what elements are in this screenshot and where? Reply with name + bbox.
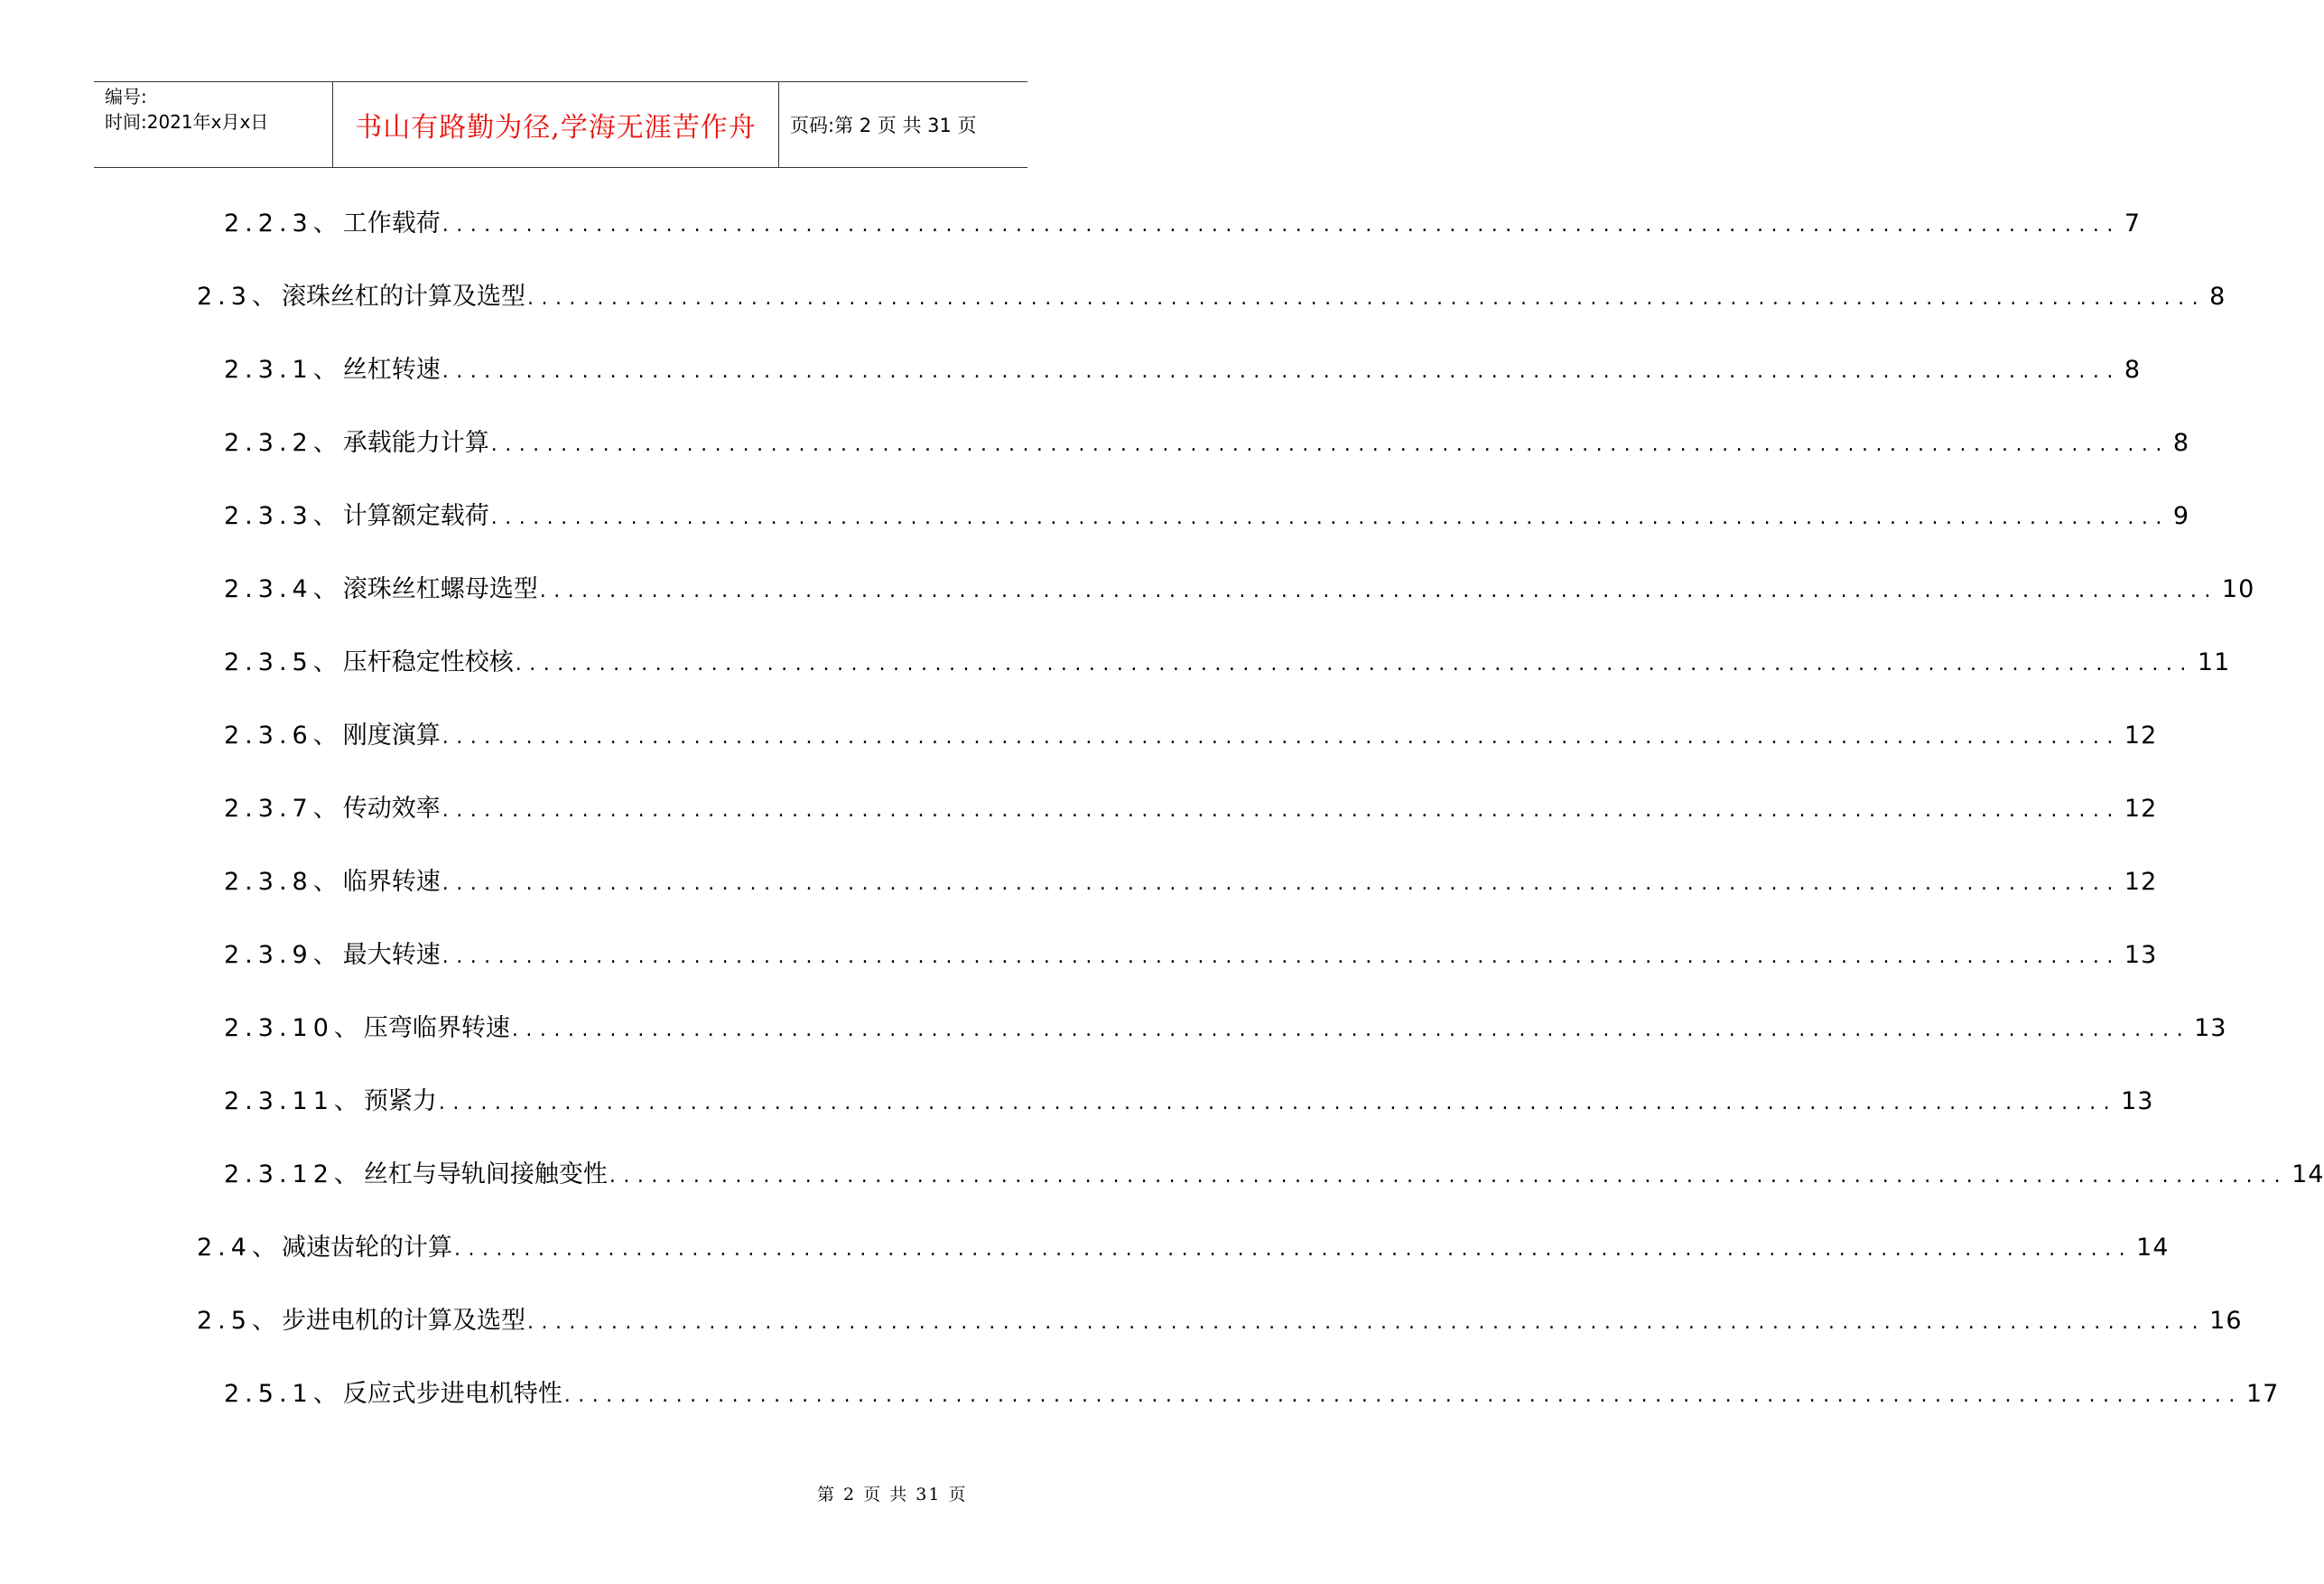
toc-entry-number: 2.3.11、 <box>224 1087 364 1115</box>
toc-entry-page: 14 <box>2291 1160 2324 1188</box>
toc-dot-leader: ........................................................................................................................ <box>526 287 2207 310</box>
toc-entry-number: 2.5.1、 <box>224 1380 343 1408</box>
toc-entry-page: 13 <box>2194 1014 2227 1042</box>
toc-entry-number: 2.3.12、 <box>224 1160 364 1188</box>
toc-entry-page: 11 <box>2197 648 2231 676</box>
toc-dot-leader: ........................................................................................................................ <box>490 433 2170 456</box>
header-meta-cell <box>94 82 333 167</box>
toc-entry[interactable] <box>224 569 2255 605</box>
toc-entry-title: 丝杠转速 <box>342 356 441 384</box>
toc-dot-leader: ........................................................................................................................ <box>442 799 2121 822</box>
toc-dot-leader: ........................................................................................................................ <box>539 580 2218 602</box>
toc-entry[interactable] <box>224 349 2142 386</box>
toc-entry-title: 步进电机的计算及选型 <box>281 1307 525 1335</box>
toc-dot-leader: ........................................................................................................................ <box>526 1311 2207 1334</box>
toc-entry-page: 13 <box>2124 941 2158 969</box>
toc-entry[interactable] <box>224 423 2190 459</box>
toc-entry-title: 滚珠丝杠螺母选型 <box>342 575 538 603</box>
toc-entry[interactable] <box>197 1227 2170 1263</box>
toc-entry[interactable] <box>224 1008 2227 1044</box>
toc-dot-leader: ........................................................................................................................ <box>563 1384 2243 1407</box>
toc-entry-page: 8 <box>2209 283 2226 311</box>
page-footer: 第 2 页 共 31 页 <box>817 1485 968 1505</box>
toc-entry-title: 压杆稳定性校核 <box>342 648 514 676</box>
toc-entry-number: 2.3.6、 <box>224 722 343 750</box>
page-header <box>94 81 1027 168</box>
toc-entry[interactable] <box>224 935 2158 971</box>
toc-entry-number: 2.3.10、 <box>224 1014 364 1042</box>
toc-entry-title: 压弯临界转速 <box>363 1014 510 1042</box>
toc-entry-title: 滚珠丝杠的计算及选型 <box>281 283 525 311</box>
document-time-label: 时间:2021年x月x日 <box>105 111 269 133</box>
toc-entry-page: 10 <box>2221 575 2255 603</box>
toc-entry-title: 反应式步进电机特性 <box>342 1380 562 1408</box>
toc-dot-leader: ........................................................................................................................ <box>442 946 2121 968</box>
toc-entry-page: 14 <box>2136 1234 2170 1262</box>
toc-entry-title: 丝杠与导轨间接触变性 <box>363 1160 608 1188</box>
toc-entry[interactable] <box>224 1374 2280 1410</box>
toc-entry-page: 8 <box>2172 429 2190 457</box>
toc-entry-number: 2.5、 <box>197 1307 282 1335</box>
toc-dot-leader: ........................................................................................................................ <box>515 653 2194 676</box>
toc-entry-number: 2.3.4、 <box>224 575 343 603</box>
toc-entry[interactable] <box>224 1081 2154 1117</box>
toc-dot-leader: ........................................................................................................................ <box>442 214 2121 237</box>
header-page-cell <box>779 82 1027 167</box>
header-motto: 书山有路勤为径,学海无涯苦作舟 <box>355 112 757 144</box>
toc-entry-title: 临界转速 <box>342 868 441 896</box>
toc-entry-page: 12 <box>2124 868 2158 896</box>
toc-dot-leader: ........................................................................................................................ <box>438 1092 2118 1114</box>
toc-entry-page: 8 <box>2124 356 2142 384</box>
toc-entry[interactable] <box>197 276 2226 312</box>
toc-entry[interactable] <box>224 496 2190 532</box>
toc-dot-leader: ........................................................................................................................ <box>453 1238 2133 1261</box>
toc-entry[interactable] <box>224 1154 2324 1190</box>
toc-entry[interactable] <box>224 788 2158 825</box>
toc-entry[interactable] <box>224 642 2231 678</box>
toc-entry-number: 2.4、 <box>197 1234 282 1262</box>
toc-entry-number: 2.2.3、 <box>224 210 343 238</box>
toc-entry-number: 2.3.7、 <box>224 795 343 823</box>
toc-entry-number: 2.3.2、 <box>224 429 343 457</box>
toc-dot-leader: ........................................................................................................................ <box>490 507 2170 529</box>
toc-entry-title: 承载能力计算 <box>342 429 489 457</box>
toc-entry-page: 12 <box>2124 722 2158 750</box>
toc-entry-page: 7 <box>2124 210 2142 238</box>
toc-dot-leader: ........................................................................................................................ <box>442 726 2121 749</box>
toc-entry-title: 计算额定载荷 <box>342 502 489 530</box>
toc-entry-page: 9 <box>2172 502 2190 530</box>
toc-entry-title: 传动效率 <box>342 795 441 823</box>
document-number-label: 编号: <box>105 86 147 107</box>
toc-entry-title: 减速齿轮的计算 <box>281 1234 452 1262</box>
toc-entry-number: 2.3.9、 <box>224 941 343 969</box>
toc-entry-number: 2.3.1、 <box>224 356 343 384</box>
toc-entry-title: 工作载荷 <box>342 210 441 238</box>
toc-entry-title: 预紧力 <box>363 1087 437 1115</box>
header-page-label: 页码:第 2 页 共 31 页 <box>790 115 977 136</box>
toc-dot-leader: ........................................................................................................................ <box>442 872 2121 895</box>
toc-entry-number: 2.3.8、 <box>224 868 343 896</box>
toc-entry[interactable] <box>224 862 2158 898</box>
toc-entry[interactable] <box>224 715 2158 751</box>
toc-dot-leader: ........................................................................................................................ <box>609 1165 2289 1188</box>
toc-entry-page: 16 <box>2209 1307 2243 1335</box>
toc-entry[interactable] <box>224 203 2142 239</box>
toc-entry-page: 12 <box>2124 795 2158 823</box>
toc-entry-title: 最大转速 <box>342 941 441 969</box>
toc-entry-page: 17 <box>2245 1380 2280 1408</box>
toc-dot-leader: ........................................................................................................................ <box>442 360 2121 383</box>
toc-entry-page: 13 <box>2121 1087 2154 1115</box>
toc-entry-number: 2.3、 <box>197 283 282 311</box>
toc-entry[interactable] <box>197 1300 2243 1337</box>
toc-entry-number: 2.3.3、 <box>224 502 343 530</box>
header-motto-cell <box>333 82 779 167</box>
toc-dot-leader: ........................................................................................................................ <box>511 1019 2191 1041</box>
toc-entry-number: 2.3.5、 <box>224 648 343 676</box>
toc-entry-title: 刚度演算 <box>342 722 441 750</box>
